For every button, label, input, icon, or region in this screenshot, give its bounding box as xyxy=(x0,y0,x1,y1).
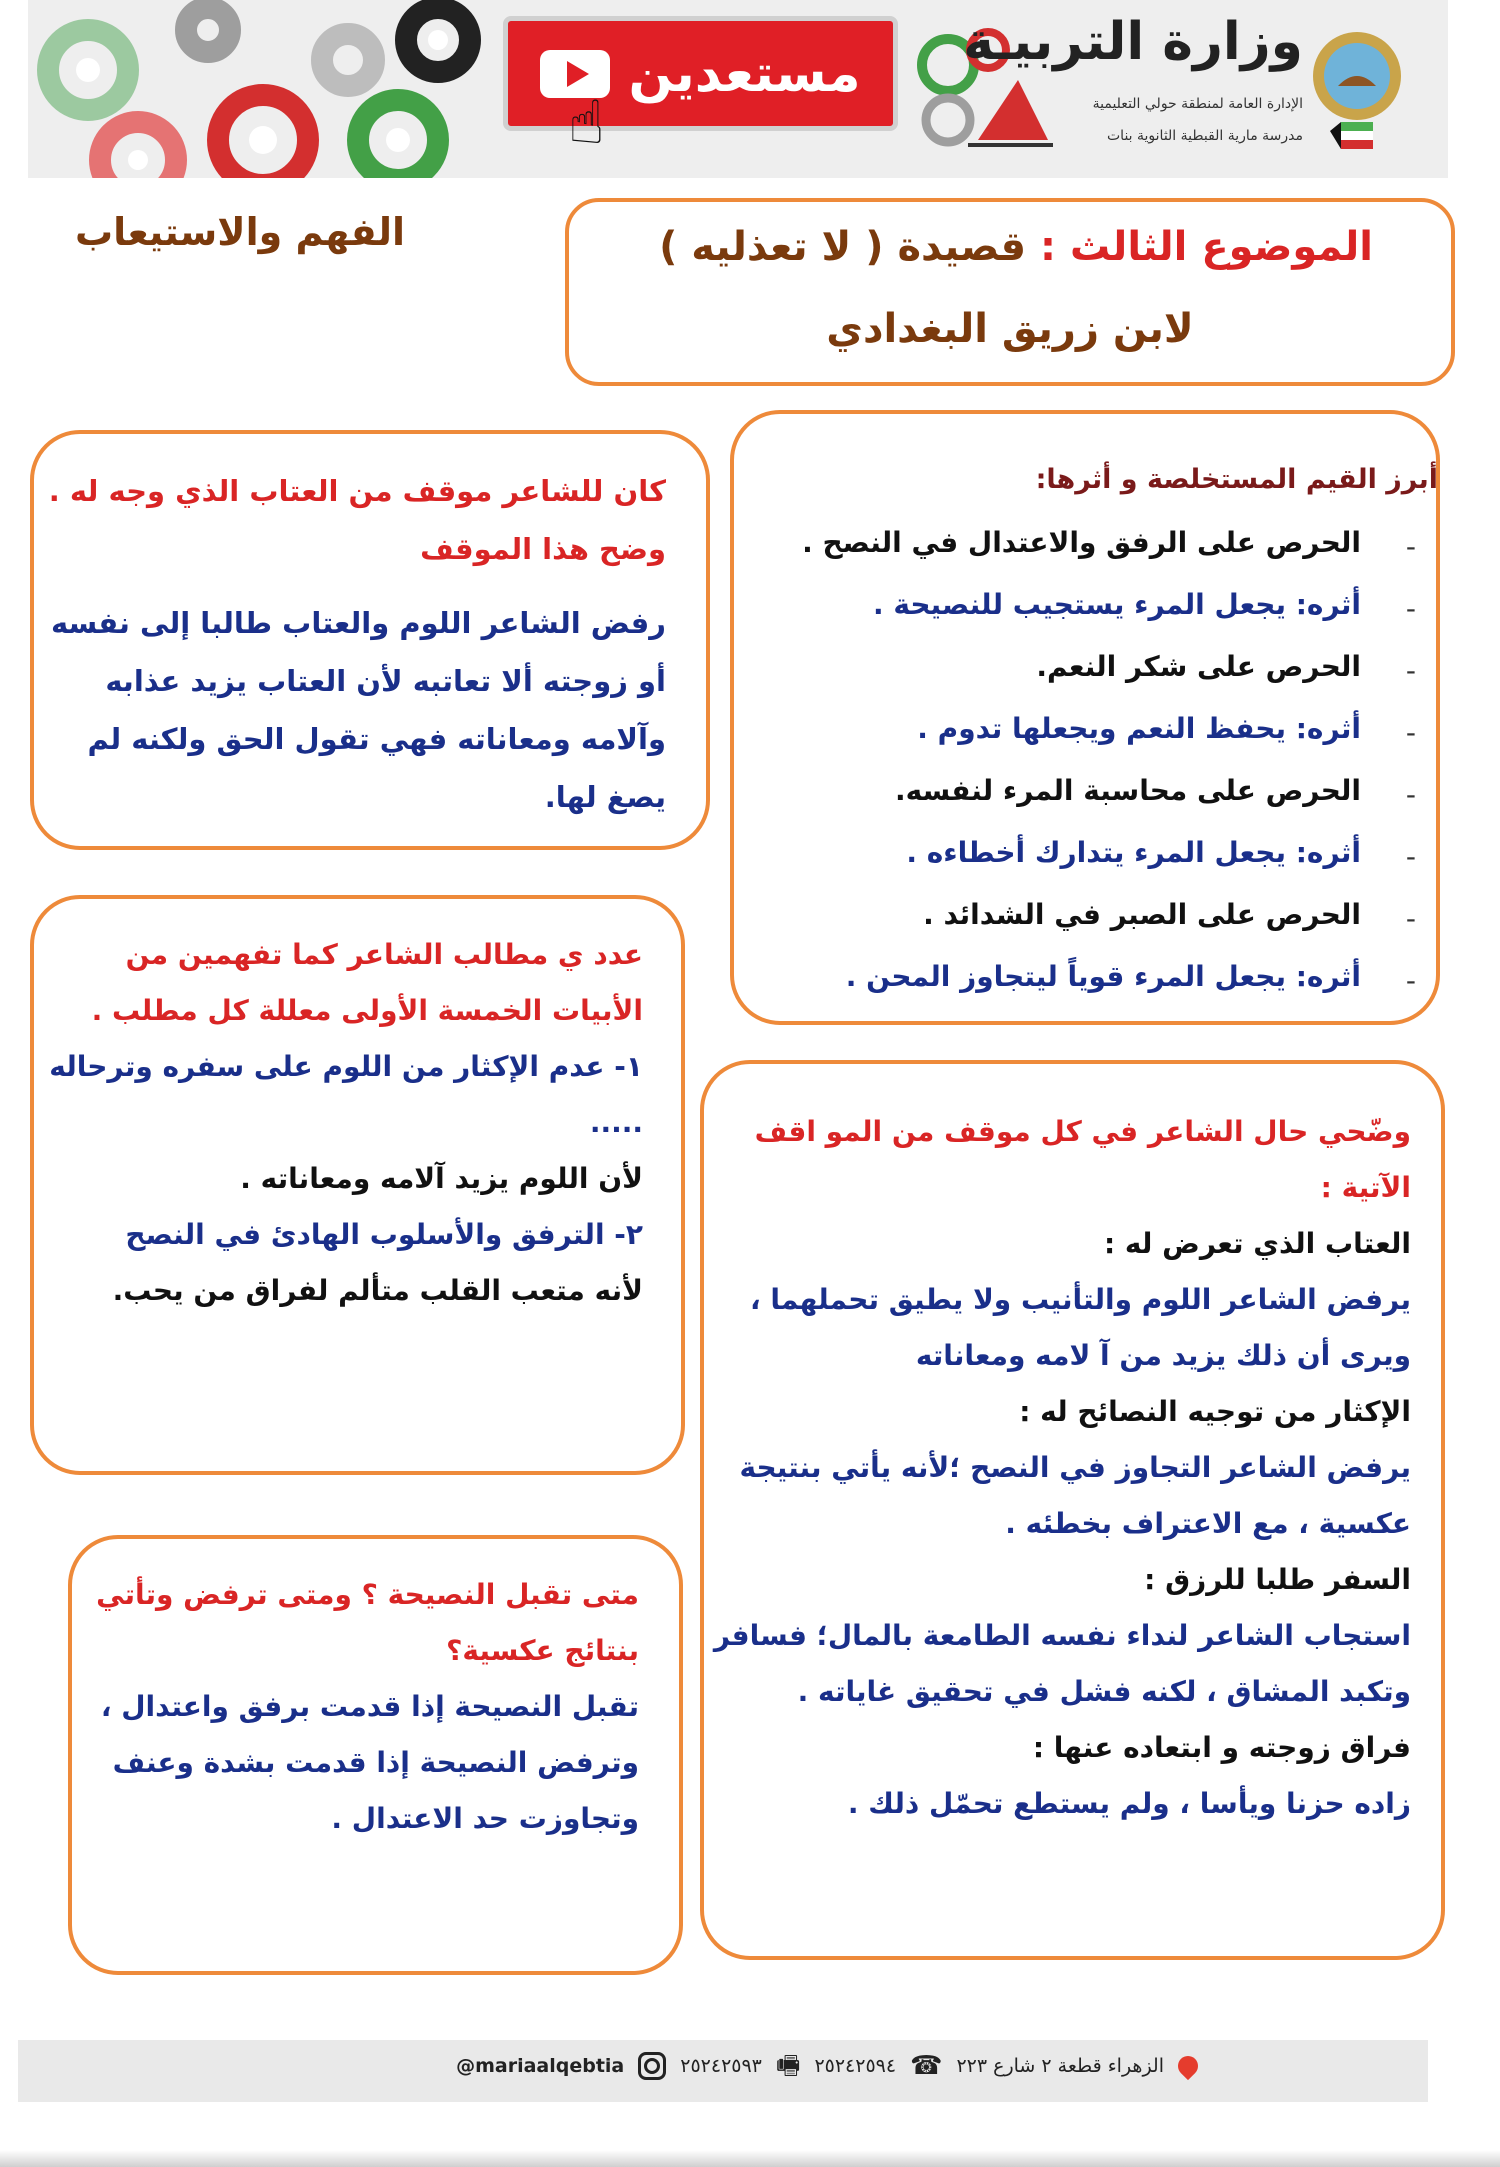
phone-icon: ☎ xyxy=(910,2051,943,2081)
page-footer xyxy=(18,2040,1428,2102)
situation-answer: يرفض الشاعر اللوم والتأنيب ولا يطيق تحملهما ، ويرى أن ذلك يزيد من آ لامه ومعاناته xyxy=(749,1283,1411,1372)
ministry-title: وزارة التربيـة xyxy=(963,12,1303,72)
gears-illustration xyxy=(28,0,488,178)
demands-box xyxy=(30,895,685,1475)
list-item: - أثره: يحفظ النعم ويجعلها تدوم . xyxy=(917,712,1416,749)
values-box xyxy=(730,410,1440,1025)
gear-icon xyxy=(322,34,374,86)
situation-answer: زاده حزنا ويأسا ، ولم يستطع تحمّل ذلك . xyxy=(847,1787,1411,1820)
list-item: - الحرص على محاسبة المرء لنفسه. xyxy=(894,774,1416,811)
reason-2: لأنه متعب القلب متألم لفراق من يحب. xyxy=(112,1274,643,1307)
situation-label: الإكثار من توجيه النصائح له : xyxy=(1019,1395,1411,1428)
page-header xyxy=(28,0,1448,178)
ministry-subtitle-school: مدرسة مارية القبطية الثانوية بنات xyxy=(1107,128,1303,144)
footer-instagram[interactable]: @mariaalqebtia xyxy=(456,2055,625,2077)
section-label: الفهم والاستيعاب xyxy=(75,210,405,254)
list-item: - أثره: يجعل المرء يستجيب للنصيحة . xyxy=(873,588,1416,625)
advice-answer: تقبل النصيحة إذا قدمت برفق واعتدال ، وترفض النصيحة إذا قدمت بشدة وعنف وتجاوزت حد الاعتدال . xyxy=(100,1690,639,1835)
stance-answer: رفض الشاعر اللوم والعتاب طالبا إلى نفسه أو زوجته ألا تعاتبه لأن العتاب يزيد عذابه وآلامه ومعاناته فهي تقول الحق ولكنه لم يصغ لها. xyxy=(51,606,666,814)
list-item: - أثره: يجعل المرء قوياً ليتجاوز المحن . xyxy=(845,960,1416,997)
values-list xyxy=(756,524,1416,1020)
fax-icon: 🖷 xyxy=(775,2051,801,2081)
stance-box xyxy=(30,430,710,850)
mustaedeen-youtube-button[interactable] xyxy=(503,16,898,131)
situations-question: وضّحي حال الشاعر في كل موقف من المو اقف الآتية : xyxy=(754,1115,1411,1204)
topic-title-line xyxy=(659,224,1373,270)
list-item: - الحرص على شكر النعم. xyxy=(1036,650,1416,687)
topic-title-box xyxy=(565,198,1455,386)
location-pin-icon xyxy=(1174,2052,1202,2080)
ministry-subtitle-district: الإدارة العامة لمنطقة حولي التعليمية xyxy=(1092,96,1303,112)
situation-answer: استجاب الشاعر لنداء نفسه الطامعة بالمال؛ فسافر وتكبد المشاق ، لكنه فشل في تحقيق غاياته . xyxy=(713,1619,1411,1708)
banner-text: مستعدين xyxy=(628,43,861,104)
gear-icon xyxy=(186,8,230,52)
situation-label: العتاب الذي تعرض له : xyxy=(1103,1227,1411,1260)
situation-answer: يرفض الشاعر التجاوز في النصح ؛لأنه يأتي بنتيجة عكسية ، مع الاعتراف بخطئه . xyxy=(739,1451,1411,1540)
values-heading: أبرز القيم المستخلصة و أثرها: xyxy=(1035,464,1438,495)
footer-phone: ٢٥٢٤٢٥٩٤ xyxy=(814,2055,897,2077)
list-item: - أثره: يجعل المرء يتدارك أخطاءه . xyxy=(906,836,1416,873)
reason-1: لأن اللوم يزيد آلامه ومعاناته . xyxy=(240,1162,643,1195)
footer-fax: ٢٥٢٤٢٥٩٣ xyxy=(680,2055,762,2077)
demand-1: ١- عدم الإكثار من اللوم على سفره وترحاله ..... xyxy=(49,1050,643,1139)
kuwait-emblem-icon xyxy=(1308,16,1406,164)
demand-2: ٢- الترفق والأسلوب الهادئ في النصح xyxy=(125,1218,643,1251)
stance-question: كان للشاعر موقف من العتاب الذي وجه له . وضح هذا الموقف xyxy=(48,474,666,566)
poem-title: قصيدة ( لا تعذليه ) xyxy=(659,224,1027,270)
advice-question: متى تقبل النصيحة ؟ ومتى ترفض وتأتي بنتائج عكسية؟ xyxy=(96,1578,639,1667)
list-item: - الحرص على الرفق والاعتدال في النصح . xyxy=(802,526,1416,563)
situation-label: فراق زوجته و ابتعاده عنها : xyxy=(1032,1731,1411,1764)
page-bottom-shadow xyxy=(0,2150,1500,2167)
list-item: - الحرص على الصبر في الشدائد . xyxy=(923,898,1416,935)
topic-label: الموضوع الثالث : xyxy=(1040,224,1373,270)
footer-address: الزهراء قطعة ٢ شارع ٢٢٣ xyxy=(956,2055,1164,2077)
situations-box xyxy=(700,1060,1445,1960)
situation-label: السفر طلبا للرزق : xyxy=(1144,1563,1411,1596)
poem-author: لابن زريق البغدادي xyxy=(826,306,1194,352)
advice-box xyxy=(68,1535,683,1975)
demands-question: عدد ي مطالب الشاعر كما تفهمين من الأبيات الخمسة الأولى معللة كل مطلب . xyxy=(91,938,643,1027)
pointer-hand-icon: ☝ xyxy=(568,88,605,158)
footer-contacts xyxy=(456,2052,1198,2080)
instagram-icon xyxy=(638,2052,666,2080)
